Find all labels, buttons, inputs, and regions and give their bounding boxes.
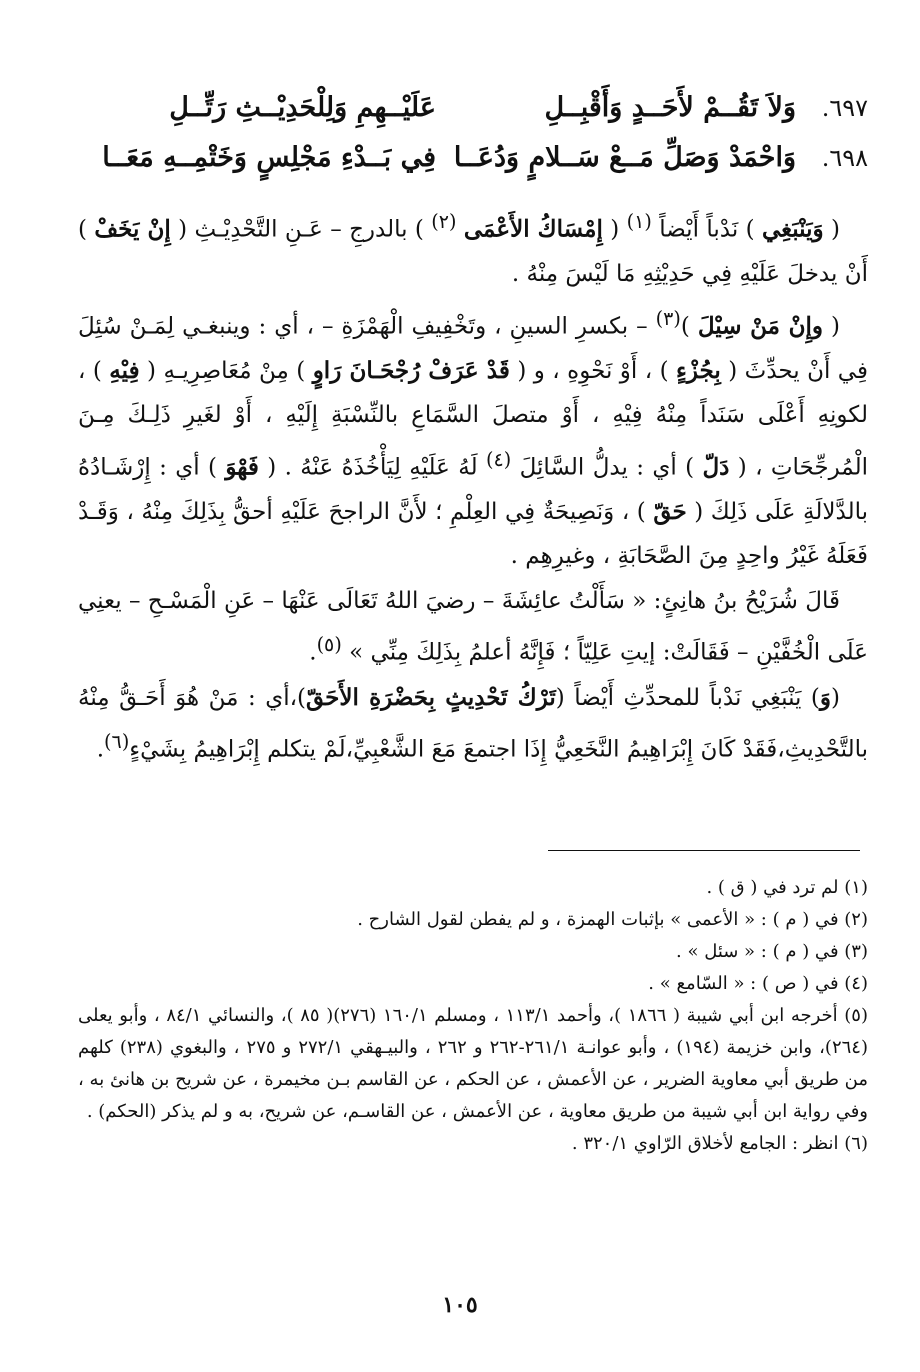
text-run: ) مِنْ مُعَاصِرِيـهِ ( (139, 357, 313, 384)
bold-term: فَهْوَ (225, 453, 259, 481)
text-run: ) ، أَوْ نَحْوِهِ ، و ( (509, 357, 677, 384)
text-run: ( (602, 216, 627, 243)
text-run: . (309, 640, 317, 667)
verse-second-hemistich: فِي بَــدْءِ مَجْلِسٍ وَخَتْمِــهِ مَعَــا (102, 142, 436, 173)
footnote-ref: (٣) (655, 306, 681, 330)
text-run: ) يَنْبَغِي نَدْباً للمحدِّثِ أَيْضاً ( (555, 684, 820, 711)
footnote-ref: (٦) (104, 730, 130, 754)
verse-first-hemistich: وَاحْمَدْ وَصَلِّ مَــعْ سَــلامٍ وَدُعَــا (453, 142, 796, 173)
text-run: – بكسرِ السينِ ، وتَخْفِيفِ الْهَمْزَةِ – ، أي : وينبغـي لِمَـنْ سُئِلَ فِي أَنْ يحدِّثَ ( (78, 313, 868, 384)
verse-number: ٦٩٧. (821, 94, 868, 122)
footnote-3: (٣) في ( م ) : « سئل » . (676, 941, 868, 962)
text-run: ( (823, 216, 840, 243)
footnote-5: (٥) أخرجه ابن أبي شيبة ( ١٨٦٦ )، وأحمد ١١٣/١ ، ومسلم ١٦٠/١ (٢٧٦)( ٨٥ )، والنسائي ٨٤/١ ، وأبو يعلى (٢٦٤)، وابن خزيمة (١٩٤) ، وأبو عوانـة ٢٦١/١-٢٦٢ و ٢٦٢ ، والبيـهقي ٢٧٢/١ و ٢٧٥ ، والبغوي (٢٣٨) كلهم من طريق أبي معاوية الضرير ، عن الأعمش ، عن الحكم ، عن القاسم بـن مخيمرة ، عن شريح بن هانئ به ، وفي رواية ابن أبي شيبة من طريق معاوية ، عن الأعمش ، عن القاسـم، عن شريح، به و لم يذكر (الحكم) . (78, 1005, 868, 1122)
verse-698 (78, 142, 868, 192)
paragraph-2 (78, 297, 868, 579)
bold-term: وإِنْ مَنْ سِيْلَ (697, 312, 824, 340)
bold-term: فِيْهِ (109, 356, 140, 384)
verse-697 (78, 92, 868, 142)
footnote-ref: (٢) (431, 210, 457, 233)
bold-term: وَيَنْبَغِي (761, 215, 824, 243)
text-run: ) أي : يدلُّ السَّائِلَ (511, 454, 703, 481)
footnote-2: (٢) في ( م ) : « الأعمى » بإثبات الهمزة ، و لم يفطن لقول الشارح . (357, 909, 868, 930)
page-number: ١٠٥ (442, 1292, 478, 1318)
bold-term: حَقّ (653, 497, 687, 525)
text-run (457, 217, 464, 243)
text-run: ( (823, 313, 840, 340)
verse-first-hemistich: وَلاَ تَقُــمْ لأَحَــدٍ وَأَقْبِــلِ (544, 92, 796, 123)
footnote-ref: (٤) (485, 447, 512, 471)
footnote-4: (٤) في ( ص ) : « السّامع » . (648, 973, 868, 994)
text-run: قَالَ شُرَيْحُ بنُ هانِئٍ: « سَأَلْتُ عائِشَةَ – رضيَ اللهُ تَعَالَى عَنْهَا – عَنِ الْمَسْـحِ – يعنِي عَلَى الْخُفَّيْنِ – فَقَالَتْ: إيتِ عَلِيّاً ؛ فَإِنَّهُ أعلمُ بِذَلِكَ مِنِّي » (78, 587, 868, 667)
text-run: ( (831, 684, 841, 711)
paragraph-1 (78, 200, 868, 297)
bold-term: دَلّ (702, 453, 730, 481)
bold-term: قَدْ عَرَفْ رُجْحَـانَ رَاوٍ (312, 356, 510, 384)
text-run: ) ، وَنَصِيحَةٌ فِي العِلْمِ ؛ لأَنَّ الراجحَ عَلَيْهِ أحقُّ بِذَلِكَ مِنْهُ ، وَقَـدْ فَعَلَهُ غَيْرُ واحِدٍ مِنَ الصَّحَابَةِ ، وغيرِهِم . (78, 498, 868, 570)
page-content (78, 92, 868, 772)
footnote-separator (548, 850, 860, 851)
commentary-text (78, 200, 868, 772)
text-run: ) ، لكونِهِ أَعْلَى سَنَداً مِنْهُ فِيْهِ ، أَوْ متصلَ السَّمَاعِ بالنِّسْبَةِ إِلَيْهِ ، أَوْ لغَيرِ ذَلِـكَ مِـنَ الْمُرجِّحَاتِ ، ( (78, 357, 869, 481)
bold-term: بِجُزْءٍ (676, 356, 721, 384)
text-run: لَهُ عَلَيْهِ لِيَأْخُذَهُ عَنْهُ . ( (258, 454, 486, 481)
bold-term: إِنْ يَخَفْ (94, 215, 171, 243)
text-run: ) نَدْباً أَيْضاً (651, 216, 762, 243)
text-run: . (96, 736, 105, 763)
footnotes (78, 872, 868, 1160)
verse-number: ٦٩٨. (821, 144, 868, 172)
bold-term: تَرْكُ تَحْدِيثٍ بِحَضْرَةِ الأَحَقّ (306, 683, 556, 711)
footnote-1: (١) لم ترد في ( ق ) . (706, 877, 868, 898)
paragraph-3 (78, 579, 868, 676)
text-run: ) بالدرجِ – عَـنِ التَّحْدِيْـثِ ( (170, 216, 432, 243)
verse-second-hemistich: عَلَيْــهِمِ وَلِلْحَدِيْــثِ رَتِّــلِ (169, 92, 436, 123)
footnote-ref: (١) (626, 210, 652, 233)
footnote-ref: (٥) (316, 633, 342, 657)
text-run: ) أي : إِرْشَـادُهُ بالدَّلالَةِ عَلَى ذَلِكَ ( (78, 454, 868, 525)
footnote-6: (٦) انظر : الجامع لأخلاق الرّاوي ٣٢٠/١ . (571, 1133, 868, 1154)
bold-term: إِمْسَاكُ الأَعْمَى (463, 215, 603, 243)
text-run: ) (680, 313, 698, 340)
paragraph-4 (78, 676, 868, 773)
text-run: ) أَنْ يدخلَ عَلَيْهِ فِي حَدِيْثِهِ مَا لَيْسَ مِنْهُ . (78, 216, 868, 288)
text-run: )،أي : مَنْ هُوَ أَحَـقُّ مِنْهُ بالتَّحْدِيثِ،فَقَدْ كَانَ إِبْرَاهِيمُ النَّخَعِيُّ إِذَا اجتمعَ مَعَ الشَّعْبِيِّ،لَمْ يتكلم إِبْرَاهِيمُ بِشَيْءٍ (78, 684, 868, 763)
bold-term: وَ (819, 683, 832, 711)
